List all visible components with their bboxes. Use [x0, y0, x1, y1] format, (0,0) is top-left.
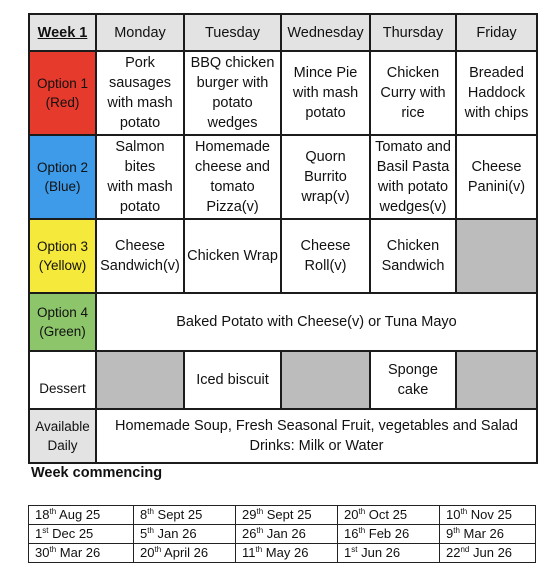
date-day: 16: [344, 526, 359, 541]
date-cell: [440, 544, 536, 563]
date-ordinal-suffix: th: [49, 507, 57, 516]
menu-line: Chicken: [386, 238, 440, 254]
day-header-tuesday: Tuesday: [184, 14, 281, 51]
week-commencing-table: [28, 505, 536, 563]
date-month-year: Jun 26: [361, 545, 401, 560]
day-header-thursday: Thursday: [370, 14, 456, 51]
day-header-friday: Friday: [456, 14, 537, 51]
date-month-year: Jan 26: [157, 526, 197, 541]
dessert-tuesday: Iced biscuit: [184, 351, 281, 409]
option2-label-line2: (Blue): [44, 179, 81, 194]
date-month-year: Feb 26: [368, 526, 410, 541]
option3-tuesday: [184, 219, 281, 293]
date-ordinal-suffix: th: [256, 507, 264, 516]
date-row: [29, 544, 536, 563]
date-month-year: Oct 25: [368, 507, 408, 522]
available-label-line2: Daily: [47, 438, 78, 453]
option2-friday: [456, 135, 537, 219]
date-month-year: Mar 26: [463, 526, 504, 541]
available-daily-items: [96, 409, 537, 463]
menu-line: Sandwich: [381, 258, 445, 274]
date-month-year: Sept 25: [266, 507, 312, 522]
option1-tuesday: [184, 51, 281, 135]
date-ordinal-suffix: th: [358, 526, 366, 535]
date-ordinal-suffix: th: [358, 507, 366, 516]
day-header-wednesday: Wednesday: [281, 14, 370, 51]
option2-monday: [96, 135, 184, 219]
week-label: Week 1: [29, 14, 96, 51]
dessert-wednesday-empty: [281, 351, 370, 409]
menu-line: Cheese: [471, 159, 522, 175]
date-cell: [338, 506, 440, 525]
menu-line: with mash: [292, 85, 359, 101]
option1-monday: [96, 51, 184, 135]
date-ordinal-suffix: th: [453, 526, 460, 535]
date-month-year: Mar 26: [59, 545, 101, 560]
available-label: [29, 409, 96, 463]
option3-wednesday: [281, 219, 370, 293]
week-commencing-heading: Week commencing: [31, 465, 163, 481]
date-day: 1: [35, 526, 43, 541]
menu-line: Pork: [125, 55, 155, 71]
date-day: 1: [344, 545, 352, 560]
dessert-label: Dessert: [29, 351, 96, 409]
menu-line: wedges(v): [379, 199, 447, 215]
week-commencing-body: [29, 506, 536, 563]
option4-label: [29, 293, 96, 351]
dessert-thursday: Sponge cake: [370, 351, 456, 409]
date-day: 5: [140, 526, 148, 541]
menu-line: Cheese: [115, 238, 165, 254]
menu-line: Homemade: [195, 139, 270, 155]
option1-thursday: [370, 51, 456, 135]
option3-label-line2: (Yellow): [38, 258, 87, 273]
option3-thursday: [370, 219, 456, 293]
date-month-year: Jun 26: [473, 545, 513, 560]
day-header-monday: Monday: [96, 14, 184, 51]
menu-line: sausages: [108, 75, 172, 91]
date-ordinal-suffix: st: [42, 526, 49, 535]
date-row: [29, 525, 536, 544]
option1-friday: [456, 51, 537, 135]
option1-label-line2: (Red): [45, 95, 80, 110]
menu-line: Basil Pasta: [376, 159, 450, 175]
menu-line: Haddock: [467, 85, 526, 101]
available-line1: Homemade Soup, Fresh Seasonal Fruit, vegetables and Salad: [114, 418, 518, 434]
menu-line: BBQ chicken: [190, 55, 275, 71]
dessert-row: [29, 351, 537, 409]
menu-line: Quorn: [305, 149, 346, 165]
option4-all-days: Baked Potato with Cheese(v) or Tuna Mayo: [96, 293, 537, 351]
menu-line: with potato: [377, 179, 449, 195]
date-ordinal-suffix: th: [256, 526, 264, 535]
dessert-monday-empty: [96, 351, 184, 409]
option4-row: [29, 293, 537, 351]
dessert-friday-empty: [456, 351, 537, 409]
weekly-menu-table: [28, 13, 538, 464]
menu-line: Salmon bites: [115, 139, 165, 175]
date-day: 30: [35, 545, 50, 560]
option2-wednesday: [281, 135, 370, 219]
menu-line: tomato: [210, 179, 255, 195]
menu-line: Chicken: [386, 65, 440, 81]
menu-line: with mash: [107, 179, 173, 195]
date-day: 22: [446, 545, 461, 560]
date-ordinal-suffix: th: [154, 545, 162, 554]
menu-line: wrap(v): [301, 189, 350, 205]
date-cell: [29, 506, 134, 525]
option2-label-line1: Option 2: [36, 160, 89, 175]
menu-line: Panini(v): [467, 179, 526, 195]
menu-line: Tomato and: [375, 139, 451, 155]
date-day: 20: [344, 507, 359, 522]
date-cell: [29, 544, 134, 563]
menu-line: rice: [401, 105, 425, 121]
date-day: 26: [242, 526, 257, 541]
option3-label-line1: Option 3: [36, 239, 89, 254]
option3-label: [29, 219, 96, 293]
option4-label-line2: (Green): [39, 324, 86, 339]
date-day: 18: [35, 507, 50, 522]
option3-friday-empty: [456, 219, 537, 293]
menu-line: cheese and: [195, 159, 270, 175]
menu-line: Sandwich(v): [100, 258, 180, 274]
available-label-line1: Available: [35, 419, 90, 434]
date-ordinal-suffix: th: [147, 507, 154, 516]
date-cell: [29, 525, 134, 544]
date-cell: [134, 506, 236, 525]
date-cell: [338, 544, 440, 563]
option1-row: [29, 51, 537, 135]
menu-line: Mince Pie: [293, 65, 358, 81]
menu-line: with mash: [107, 95, 173, 111]
menu-line: Curry with: [380, 85, 446, 101]
date-ordinal-suffix: th: [460, 507, 468, 516]
menu-line: potato: [119, 199, 161, 215]
date-cell: [440, 506, 536, 525]
option4-label-line1: Option 4: [36, 305, 89, 320]
date-day: 8: [140, 507, 148, 522]
date-month-year: Aug 25: [59, 507, 101, 522]
date-cell: [338, 525, 440, 544]
date-cell: [134, 544, 236, 563]
date-month-year: Dec 25: [52, 526, 94, 541]
menu-line: Roll(v): [304, 258, 347, 274]
date-month-year: Nov 25: [470, 507, 512, 522]
menu-line: Burrito: [304, 169, 347, 185]
menu-line: Cheese: [300, 238, 351, 254]
date-month-year: Jan 26: [266, 526, 306, 541]
date-cell: [236, 525, 338, 544]
option3-monday: [96, 219, 184, 293]
menu-line: potato: [212, 95, 253, 111]
menu-line: Pizza(v): [206, 199, 259, 215]
menu-line: Chicken Wrap: [187, 248, 278, 264]
menu-line: wedges: [207, 115, 258, 131]
date-cell: [440, 525, 536, 544]
available-row: [29, 409, 537, 463]
menu-line: with chips: [464, 105, 529, 121]
option1-label: [29, 51, 96, 135]
option1-label-line1: Option 1: [36, 76, 89, 91]
date-day: 11: [242, 545, 256, 560]
date-day: 9: [446, 526, 454, 541]
date-day: 29: [242, 507, 257, 522]
date-ordinal-suffix: nd: [460, 545, 470, 554]
date-month-year: May 26: [265, 545, 309, 560]
option2-label: [29, 135, 96, 219]
date-cell: [236, 544, 338, 563]
date-ordinal-suffix: th: [255, 545, 263, 554]
option2-thursday: [370, 135, 456, 219]
date-ordinal-suffix: st: [351, 545, 358, 554]
date-cell: [134, 525, 236, 544]
menu-line: potato: [305, 105, 346, 121]
date-month-year: Sept 25: [157, 507, 203, 522]
menu-header-row: [29, 14, 537, 51]
date-ordinal-suffix: th: [49, 545, 57, 554]
menu-line: potato: [119, 115, 161, 131]
menu-line: Breaded: [469, 65, 524, 81]
date-cell: [236, 506, 338, 525]
date-day: 10: [446, 507, 461, 522]
date-ordinal-suffix: th: [147, 526, 154, 535]
date-day: 20: [140, 545, 155, 560]
option2-tuesday: [184, 135, 281, 219]
menu-line: burger with: [196, 75, 269, 91]
option2-row: [29, 135, 537, 219]
date-row: [29, 506, 536, 525]
date-month-year: April 26: [164, 545, 209, 560]
option3-row: [29, 219, 537, 293]
option1-wednesday: [281, 51, 370, 135]
available-line2: Drinks: Milk or Water: [249, 438, 384, 454]
